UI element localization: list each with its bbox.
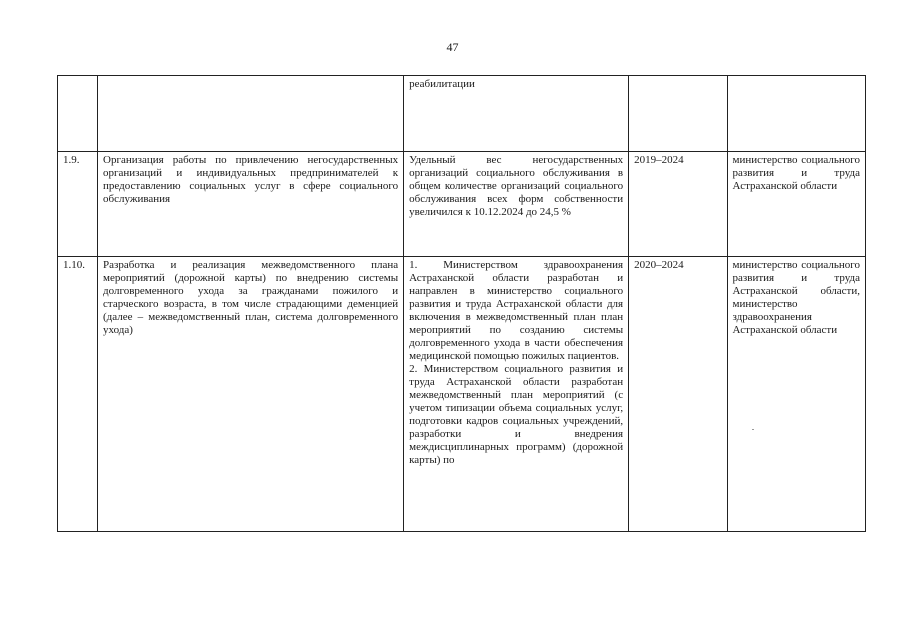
period-cell: 2019–2024 (629, 152, 727, 257)
activity-cell: Разработка и реализация межведомственного плана мероприятий (дорожной карты) по внедрению системы долговременного ухода за гражданами пожилого и старческого возраста, в том числе страдающими деменцией (далее – межведомственный план, система долговременного ухода) (98, 257, 404, 532)
row-number-cell (58, 76, 98, 152)
table-row (58, 76, 866, 152)
responsible-cell (727, 76, 865, 152)
result-paragraph: 2. Министерством социального развития и труда Астраханской области разработан межведомственный план мероприятий (с учетом типизации объема социальных услуг, подготовки кадров социальных учреждений, разработки и внедрения междисциплинарных программ) (дорожной карты) по (409, 363, 624, 466)
row-number-cell: 1.10. (58, 257, 98, 532)
result-paragraph: реабилитации (409, 78, 475, 90)
responsible-cell: министерство социального развития и труда Астраханской области, министерство здравоохранения Астраханской области (727, 257, 865, 532)
measures-table (57, 75, 866, 532)
result-paragraph: 1. Министерством здравоохранения Астраханской области разработан и направлен в министерство социального развития и труда Астраханской области для включения в межведомственный план план мероприятий по созданию системы долговременного ухода в части обеспечения медицинской помощью пожилых пациентов. (409, 259, 624, 362)
responsible-cell: министерство социального развития и труда Астраханской области (727, 152, 865, 257)
result-cell (404, 76, 629, 152)
result-cell (404, 152, 629, 257)
period-cell: 2020–2024 (629, 257, 727, 532)
page-number: 47 (446, 40, 459, 54)
result-cell (404, 257, 629, 532)
activity-cell: Организация работы по привлечению негосударственных организаций и индивидуальных предпринимателей к предоставлению социальных услуг в сфере социального обслуживания (98, 152, 404, 257)
scan-speck (752, 429, 754, 430)
table-row (58, 257, 866, 532)
result-paragraph: Удельный вес негосударственных организаций социального обслуживания в общем количестве организаций социального обслуживания всех форм собственности увеличился к 10.12.2024 до 24,5 % (409, 154, 624, 218)
row-number-cell: 1.9. (58, 152, 98, 257)
activity-cell (98, 76, 404, 152)
table-row (58, 152, 866, 257)
period-cell (629, 76, 727, 152)
